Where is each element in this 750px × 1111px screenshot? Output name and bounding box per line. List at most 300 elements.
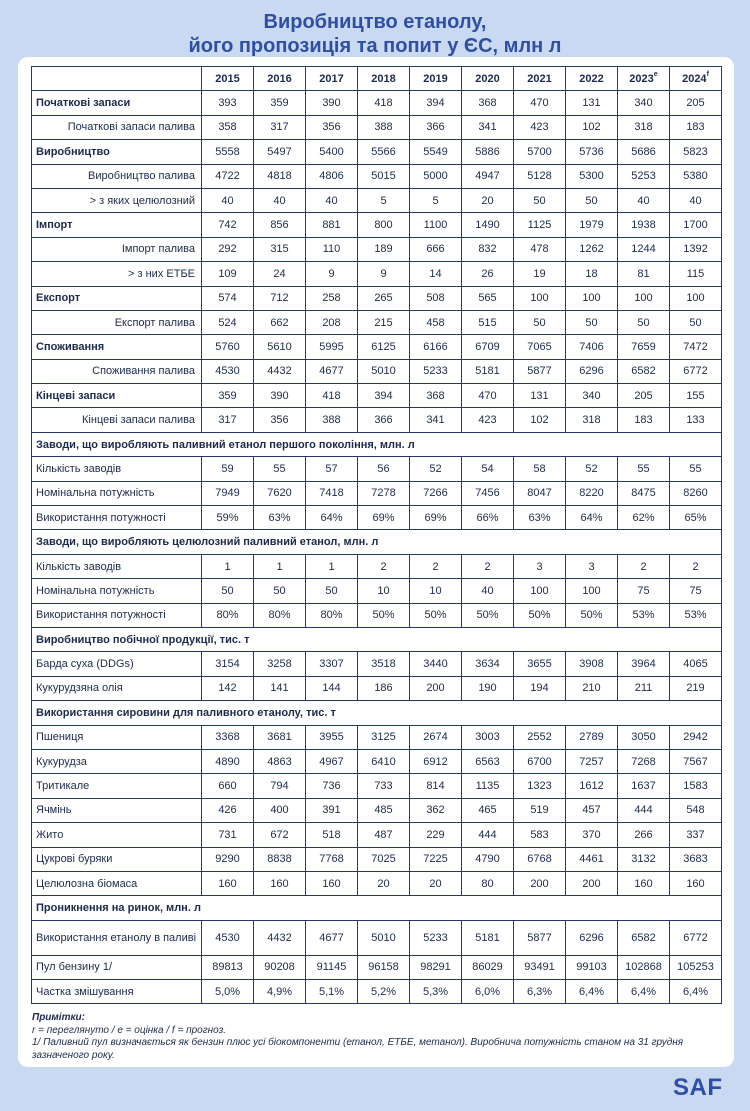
table-cell: 194: [514, 676, 566, 700]
table-cell: 1979: [566, 213, 618, 237]
table-cell: 5610: [254, 335, 306, 359]
table-cell: 660: [202, 774, 254, 798]
row-label: Пул бензину 1/: [32, 955, 202, 979]
table-cell: 63%: [514, 506, 566, 530]
table-cell: 80: [462, 871, 514, 895]
table-cell: 8475: [618, 481, 670, 505]
table-cell: 6709: [462, 335, 514, 359]
table-cell: 55: [618, 457, 670, 481]
year-label: 2018: [371, 72, 396, 85]
table-cell: 4530: [202, 920, 254, 955]
table-cell: 19: [514, 262, 566, 286]
table-cell: 10: [410, 579, 462, 603]
table-cell: 3681: [254, 725, 306, 749]
table-cell: 50: [514, 310, 566, 334]
table-cell: 5877: [514, 359, 566, 383]
table-cell: 5010: [358, 359, 410, 383]
table-cell: 6772: [670, 920, 722, 955]
table-cell: 5,3%: [410, 980, 462, 1004]
table-cell: 1244: [618, 237, 670, 261]
table-cell: 1938: [618, 213, 670, 237]
table-cell: 7065: [514, 335, 566, 359]
notes-legend: r = переглянуто / e = оцінка / f = прогноз.: [32, 1024, 227, 1036]
row-label: Кінцеві запаси палива: [32, 408, 202, 432]
table-cell: 5558: [202, 140, 254, 164]
table-cell: 2942: [670, 725, 722, 749]
table-cell: 418: [358, 91, 410, 115]
row-label: Експорт: [32, 286, 202, 310]
table-cell: 8260: [670, 481, 722, 505]
section-row: [32, 432, 722, 456]
table-cell: 4677: [306, 359, 358, 383]
table-cell: 358: [202, 115, 254, 139]
table-cell: 200: [566, 871, 618, 895]
year-label: 2015: [215, 72, 240, 85]
table-row: [32, 384, 722, 408]
table-cell: 742: [202, 213, 254, 237]
table-cell: 5686: [618, 140, 670, 164]
table-cell: 7456: [462, 481, 514, 505]
row-label: Експорт палива: [32, 310, 202, 334]
section-label: Проникнення на ринок, млн. л: [32, 896, 722, 920]
table-cell: 457: [566, 798, 618, 822]
table-cell: 4530: [202, 359, 254, 383]
table-cell: 5181: [462, 359, 514, 383]
table-cell: 64%: [306, 506, 358, 530]
table-cell: 394: [410, 91, 462, 115]
section-row: [32, 701, 722, 725]
table-cell: 3258: [254, 652, 306, 676]
year-label: 2023: [629, 72, 654, 85]
header-corner: [32, 67, 202, 91]
table-cell: 90208: [254, 955, 306, 979]
table-cell: 7257: [566, 749, 618, 773]
section-row: [32, 896, 722, 920]
row-label: Виробництво палива: [32, 164, 202, 188]
table-cell: 356: [254, 408, 306, 432]
year-header: [618, 67, 670, 91]
table-cell: 133: [670, 408, 722, 432]
table-cell: 337: [670, 823, 722, 847]
table-cell: 160: [254, 871, 306, 895]
table-cell: 3050: [618, 725, 670, 749]
table-cell: 2552: [514, 725, 566, 749]
table-cell: 391: [306, 798, 358, 822]
title-line-1: Виробництво етанолу,: [263, 11, 487, 33]
table-cell: 1392: [670, 237, 722, 261]
table-cell: 390: [306, 91, 358, 115]
table-cell: 4065: [670, 652, 722, 676]
table-row: [32, 115, 722, 139]
table-cell: 8047: [514, 481, 566, 505]
table-cell: 5400: [306, 140, 358, 164]
table-cell: 99103: [566, 955, 618, 979]
table-cell: 20: [358, 871, 410, 895]
table-cell: 91145: [306, 955, 358, 979]
table-cell: 390: [254, 384, 306, 408]
table-cell: 487: [358, 823, 410, 847]
table-row: [32, 955, 722, 979]
table-cell: 6,4%: [670, 980, 722, 1004]
table-cell: 40: [254, 188, 306, 212]
table-cell: 20: [462, 188, 514, 212]
table-cell: 2: [618, 554, 670, 578]
table-cell: 69%: [410, 506, 462, 530]
table-cell: 1637: [618, 774, 670, 798]
table-cell: 6296: [566, 359, 618, 383]
table-row: [32, 481, 722, 505]
row-label: Частка змішування: [32, 980, 202, 1004]
table-cell: 4722: [202, 164, 254, 188]
table-cell: 80%: [254, 603, 306, 627]
table-cell: 7567: [670, 749, 722, 773]
table-cell: 131: [514, 384, 566, 408]
row-label: Кукурудзяна олія: [32, 676, 202, 700]
table-cell: 4432: [254, 920, 306, 955]
table-cell: 50%: [462, 603, 514, 627]
table-cell: 1262: [566, 237, 618, 261]
table-cell: 3307: [306, 652, 358, 676]
table-cell: 115: [670, 262, 722, 286]
table-row: [32, 164, 722, 188]
table-cell: 52: [410, 457, 462, 481]
table-row: [32, 579, 722, 603]
year-label: 2017: [319, 72, 344, 85]
table-cell: 565: [462, 286, 514, 310]
table-cell: 4947: [462, 164, 514, 188]
table-cell: 518: [306, 823, 358, 847]
table-cell: 229: [410, 823, 462, 847]
table-cell: 58: [514, 457, 566, 481]
table-cell: 40: [462, 579, 514, 603]
table-cell: 362: [410, 798, 462, 822]
table-cell: 1100: [410, 213, 462, 237]
year-header: [410, 67, 462, 91]
table-cell: 5823: [670, 140, 722, 164]
row-label: Використання етанолу в паливі: [32, 920, 202, 955]
table-cell: 7659: [618, 335, 670, 359]
table-cell: 1490: [462, 213, 514, 237]
table-cell: 56: [358, 457, 410, 481]
table-cell: 57: [306, 457, 358, 481]
ethanol-table: [31, 66, 722, 1004]
table-card: [18, 57, 734, 1067]
table-cell: 3955: [306, 725, 358, 749]
table-cell: 318: [618, 115, 670, 139]
table-row: [32, 286, 722, 310]
row-label: Номінальна потужність: [32, 481, 202, 505]
table-cell: 5: [410, 188, 462, 212]
table-cell: 142: [202, 676, 254, 700]
table-cell: 356: [306, 115, 358, 139]
table-cell: 1583: [670, 774, 722, 798]
table-cell: 9: [358, 262, 410, 286]
table-cell: 5300: [566, 164, 618, 188]
table-row: [32, 774, 722, 798]
table-cell: 50: [566, 188, 618, 212]
table-cell: 7768: [306, 847, 358, 871]
table-cell: 6,3%: [514, 980, 566, 1004]
table-cell: 160: [670, 871, 722, 895]
row-label: Початкові запаси: [32, 91, 202, 115]
year-header: [306, 67, 358, 91]
table-cell: 478: [514, 237, 566, 261]
row-label: Імпорт палива: [32, 237, 202, 261]
table-cell: 6582: [618, 359, 670, 383]
table-cell: 5,2%: [358, 980, 410, 1004]
section-label: Виробництво побічної продукції, тис. т: [32, 627, 722, 651]
table-cell: 736: [306, 774, 358, 798]
section-row: [32, 530, 722, 554]
table-cell: 100: [566, 286, 618, 310]
header-row: [32, 67, 722, 91]
table-cell: 50: [670, 310, 722, 334]
year-header: [566, 67, 618, 91]
table-row: [32, 457, 722, 481]
table-cell: 4806: [306, 164, 358, 188]
table-cell: 26: [462, 262, 514, 286]
table-cell: 50%: [566, 603, 618, 627]
table-row: [32, 359, 722, 383]
table-cell: 160: [202, 871, 254, 895]
table-cell: 423: [514, 115, 566, 139]
table-cell: 1700: [670, 213, 722, 237]
table-cell: 3964: [618, 652, 670, 676]
table-cell: 105253: [670, 955, 722, 979]
table-cell: 8220: [566, 481, 618, 505]
table-cell: 5015: [358, 164, 410, 188]
table-row: [32, 980, 722, 1004]
table-cell: 1135: [462, 774, 514, 798]
table-cell: 733: [358, 774, 410, 798]
table-cell: 265: [358, 286, 410, 310]
table-cell: 7949: [202, 481, 254, 505]
table-cell: 394: [358, 384, 410, 408]
table-cell: 470: [514, 91, 566, 115]
table-cell: 3125: [358, 725, 410, 749]
table-cell: 3: [514, 554, 566, 578]
table-row: [32, 725, 722, 749]
table-cell: 200: [514, 871, 566, 895]
row-label: Номінальна потужність: [32, 579, 202, 603]
table-cell: 5010: [358, 920, 410, 955]
table-cell: 100: [618, 286, 670, 310]
table-cell: 4432: [254, 359, 306, 383]
table-cell: 6125: [358, 335, 410, 359]
table-cell: 6410: [358, 749, 410, 773]
table-row: [32, 140, 722, 164]
table-cell: 6563: [462, 749, 514, 773]
table-cell: 672: [254, 823, 306, 847]
year-header: [514, 67, 566, 91]
table-row: [32, 91, 722, 115]
table-cell: 6,4%: [618, 980, 670, 1004]
table-cell: 144: [306, 676, 358, 700]
table-cell: 6582: [618, 920, 670, 955]
table-cell: 40: [618, 188, 670, 212]
table-cell: 64%: [566, 506, 618, 530]
table-cell: 2789: [566, 725, 618, 749]
table-cell: 5000: [410, 164, 462, 188]
table-cell: 368: [410, 384, 462, 408]
table-cell: 1: [254, 554, 306, 578]
row-label: Барда суха (DDGs): [32, 652, 202, 676]
table-cell: 3683: [670, 847, 722, 871]
row-label: Початкові запаси палива: [32, 115, 202, 139]
table-cell: 2674: [410, 725, 462, 749]
table-cell: 50: [618, 310, 670, 334]
table-cell: 50%: [410, 603, 462, 627]
table-cell: 574: [202, 286, 254, 310]
table-cell: 109: [202, 262, 254, 286]
table-cell: 7025: [358, 847, 410, 871]
table-cell: 5736: [566, 140, 618, 164]
page-title: [0, 10, 750, 58]
table-cell: 190: [462, 676, 514, 700]
row-label: Кінцеві запаси: [32, 384, 202, 408]
table-cell: 4,9%: [254, 980, 306, 1004]
table-cell: 4461: [566, 847, 618, 871]
table-cell: 5886: [462, 140, 514, 164]
row-label: Кількість заводів: [32, 554, 202, 578]
table-cell: 7406: [566, 335, 618, 359]
table-cell: 110: [306, 237, 358, 261]
table-cell: 211: [618, 676, 670, 700]
section-label: Використання сировини для паливного етанолу, тис. т: [32, 701, 722, 725]
row-label: Споживання: [32, 335, 202, 359]
table-cell: 6,0%: [462, 980, 514, 1004]
row-label: Споживання палива: [32, 359, 202, 383]
table-cell: 444: [462, 823, 514, 847]
table-cell: 14: [410, 262, 462, 286]
table-cell: 200: [410, 676, 462, 700]
table-cell: 3440: [410, 652, 462, 676]
table-cell: 160: [306, 871, 358, 895]
table-cell: 100: [670, 286, 722, 310]
table-cell: 75: [670, 579, 722, 603]
table-cell: 3: [566, 554, 618, 578]
table-cell: 3518: [358, 652, 410, 676]
table-cell: 205: [618, 384, 670, 408]
table-cell: 400: [254, 798, 306, 822]
table-cell: 3634: [462, 652, 514, 676]
table-cell: 388: [358, 115, 410, 139]
table-cell: 5233: [410, 920, 462, 955]
table-cell: 465: [462, 798, 514, 822]
table-cell: 508: [410, 286, 462, 310]
table-row: [32, 188, 722, 212]
year-mark: f: [706, 70, 709, 78]
table-cell: 2: [410, 554, 462, 578]
notes: [32, 1012, 722, 1062]
table-cell: 75: [618, 579, 670, 603]
year-label: 2021: [527, 72, 552, 85]
table-row: [32, 213, 722, 237]
table-cell: 5995: [306, 335, 358, 359]
table-cell: 292: [202, 237, 254, 261]
table-cell: 7266: [410, 481, 462, 505]
year-label: 2016: [267, 72, 292, 85]
table-cell: 5497: [254, 140, 306, 164]
table-cell: 2: [670, 554, 722, 578]
table-row: [32, 408, 722, 432]
table-cell: 731: [202, 823, 254, 847]
table-cell: 315: [254, 237, 306, 261]
table-cell: 341: [410, 408, 462, 432]
table-cell: 426: [202, 798, 254, 822]
table-cell: 5233: [410, 359, 462, 383]
table-cell: 63%: [254, 506, 306, 530]
table-cell: 65%: [670, 506, 722, 530]
table-cell: 205: [670, 91, 722, 115]
table-cell: 515: [462, 310, 514, 334]
row-label: Жито: [32, 823, 202, 847]
table-cell: 881: [306, 213, 358, 237]
table-cell: 50: [202, 579, 254, 603]
table-cell: 219: [670, 676, 722, 700]
table-cell: 9: [306, 262, 358, 286]
table-cell: 50: [254, 579, 306, 603]
table-cell: 6768: [514, 847, 566, 871]
table-cell: 98291: [410, 955, 462, 979]
table-cell: 6166: [410, 335, 462, 359]
table-cell: 50: [566, 310, 618, 334]
table-cell: 4863: [254, 749, 306, 773]
year-label: 2022: [579, 72, 604, 85]
table-cell: 1125: [514, 213, 566, 237]
table-cell: 1323: [514, 774, 566, 798]
table-cell: 3003: [462, 725, 514, 749]
table-cell: 18: [566, 262, 618, 286]
table-cell: 183: [618, 408, 670, 432]
row-label: Виробництво: [32, 140, 202, 164]
table-cell: 80%: [306, 603, 358, 627]
table-row: [32, 603, 722, 627]
table-cell: 54: [462, 457, 514, 481]
table-cell: 388: [306, 408, 358, 432]
table-row: [32, 237, 722, 261]
section-label: Заводи, що виробляють паливний етанол першого покоління, млн. л: [32, 432, 722, 456]
table-cell: 7225: [410, 847, 462, 871]
table-cell: 155: [670, 384, 722, 408]
table-row: [32, 823, 722, 847]
table-row: [32, 310, 722, 334]
table-cell: 444: [618, 798, 670, 822]
table-cell: 59%: [202, 506, 254, 530]
table-cell: 393: [202, 91, 254, 115]
table-cell: 80%: [202, 603, 254, 627]
table-cell: 318: [566, 408, 618, 432]
table-cell: 3908: [566, 652, 618, 676]
table-cell: 832: [462, 237, 514, 261]
table-cell: 186: [358, 676, 410, 700]
table-row: [32, 262, 722, 286]
table-cell: 712: [254, 286, 306, 310]
table-cell: 2: [462, 554, 514, 578]
row-label: Використання потужності: [32, 603, 202, 627]
table-cell: 340: [566, 384, 618, 408]
table-cell: 2: [358, 554, 410, 578]
table-cell: 583: [514, 823, 566, 847]
table-cell: 183: [670, 115, 722, 139]
row-label: > з яких целюлозний: [32, 188, 202, 212]
table-cell: 266: [618, 823, 670, 847]
table-cell: 341: [462, 115, 514, 139]
year-header: [670, 67, 722, 91]
table-cell: 131: [566, 91, 618, 115]
table-cell: 4677: [306, 920, 358, 955]
table-row: [32, 920, 722, 955]
